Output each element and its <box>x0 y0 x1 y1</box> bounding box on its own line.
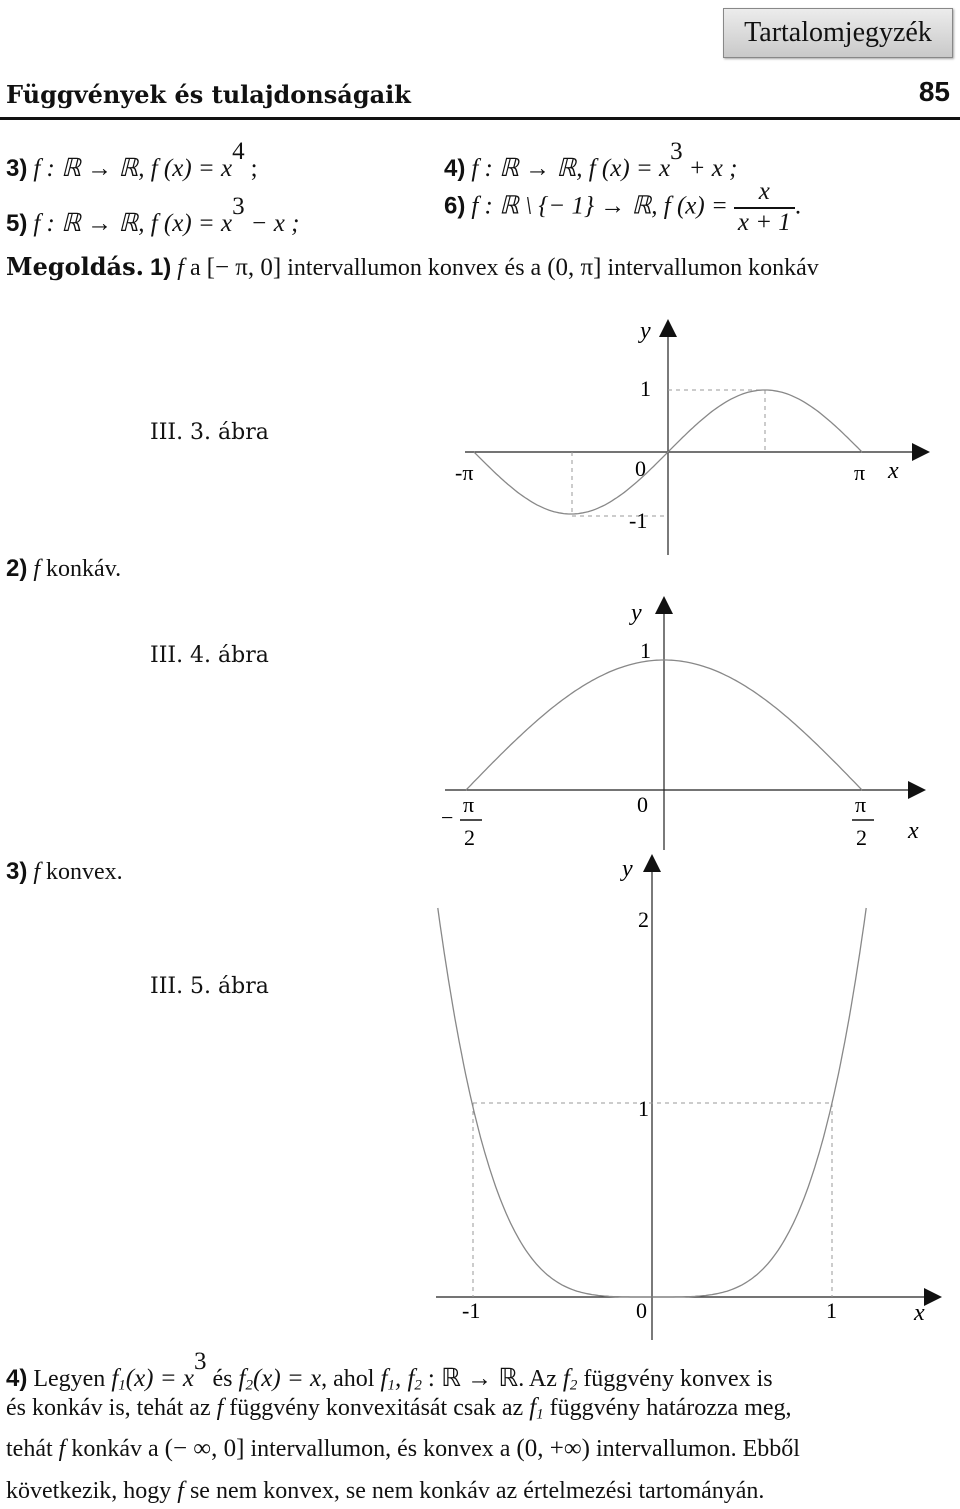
solution-3-label: 3) <box>6 858 28 885</box>
page-number: 85 <box>918 76 950 107</box>
paragraph-text: konkáv a <box>71 1436 159 1462</box>
tick-label-zero: 0 <box>635 456 646 481</box>
function-f2: $f_2$ <box>238 1364 253 1394</box>
paragraph-text: Legyen <box>33 1365 106 1392</box>
fraction-numerator: x <box>734 178 795 209</box>
paragraph-text: függvény konvexitását csak az <box>229 1395 524 1421</box>
problem-exp: 3 <box>232 193 245 220</box>
paragraph-label: 4) <box>6 1364 28 1392</box>
tick-label-neg-one: -1 <box>462 1298 481 1323</box>
paragraph-line-2 <box>6 1394 792 1423</box>
x-axis-arrow <box>908 781 926 799</box>
tick-label-two-right: 2 <box>856 825 867 850</box>
tick-label-one: 1 <box>638 1096 649 1121</box>
tick-label-one: 1 <box>640 638 651 663</box>
paragraph-line-1 <box>6 1348 773 1394</box>
figure-4-cosine <box>441 596 926 850</box>
problem-expr: f : ℝ \ {− 1} → ℝ, f (x) = <box>471 192 728 220</box>
tick-label-pi: π <box>854 460 866 485</box>
function-pair: $f_1$, $f_2$ <box>380 1364 422 1394</box>
solution-text: konkáv. <box>46 556 122 582</box>
paragraph-text: , ahol <box>321 1365 375 1392</box>
paragraph-text: és konkáv is, tehát az <box>6 1395 211 1421</box>
function-f: f <box>58 1436 66 1462</box>
tick-label-zero: 0 <box>637 792 648 817</box>
x-axis-arrow <box>912 443 930 461</box>
problem-end: + x ; <box>688 154 738 182</box>
figure-3-sine <box>455 318 930 555</box>
paragraph-text: se nem konvex, se nem konkáv az értelmezési tartományán. <box>189 1478 765 1504</box>
x-axis-label: x <box>914 1300 925 1326</box>
minus-sign: − <box>441 805 454 830</box>
interval: (− ∞, 0] <box>164 1435 245 1462</box>
tick-label-pi-left: π <box>463 792 475 817</box>
problem-expr: f : ℝ → ℝ, f (x) = x <box>471 154 671 182</box>
y-axis-arrow <box>659 319 677 337</box>
problem-expr: f : ℝ → ℝ, f (x) = x <box>33 154 233 182</box>
problem-label: 4) <box>444 154 466 182</box>
y-axis-label: y <box>631 600 642 626</box>
function-f: f <box>33 556 41 582</box>
problem-end: . <box>794 192 802 220</box>
function-f1: $f_1$ <box>111 1364 126 1394</box>
function-f: f <box>177 1478 184 1504</box>
function-f: f <box>216 1395 224 1421</box>
paragraph-text: függvény határozza meg, <box>549 1395 792 1421</box>
function-f2-expr: (x) = x <box>252 1364 322 1392</box>
interval: (0, π] <box>547 254 602 281</box>
solution-2-label: 2) <box>6 555 28 582</box>
problem-end: ; <box>250 154 258 182</box>
paragraph-text: tehát <box>6 1436 53 1462</box>
paragraph-line-4 <box>6 1478 764 1505</box>
tick-label-two: 2 <box>638 907 649 932</box>
figure-caption: III. 4. ábra <box>150 643 269 668</box>
function-f: f <box>177 255 184 281</box>
paragraph-text: és <box>212 1365 233 1392</box>
paragraph-text: következik, hogy <box>6 1478 172 1504</box>
tick-label-two-left: 2 <box>464 825 475 850</box>
problem-exp: 4 <box>232 138 245 165</box>
solution-label: Megoldás. <box>6 252 144 281</box>
y-axis-arrow <box>643 854 661 872</box>
problem-label: 3) <box>6 154 28 182</box>
mapping: : ℝ → ℝ <box>427 1364 519 1392</box>
tick-label-pi-right: π <box>855 792 867 817</box>
tick-label-zero: 0 <box>636 1298 647 1323</box>
tick-label-neg-one: -1 <box>629 508 648 533</box>
problem-expr: f : ℝ → ℝ, f (x) = x <box>33 209 233 237</box>
problem-exp: 3 <box>670 138 683 165</box>
problem-end: − x ; <box>250 209 300 237</box>
solution-text: intervallumon konvex és a <box>287 255 542 281</box>
function-f2: $f_2$ <box>562 1364 578 1394</box>
paragraph-text: intervallumon, és konvex a <box>250 1436 511 1462</box>
function-f: f <box>33 859 41 885</box>
tick-label-one-x: 1 <box>826 1298 837 1323</box>
paragraph-text: függvény konvex is <box>583 1365 773 1392</box>
solution-1-label: 1) <box>149 254 172 281</box>
tick-label-neg-pi: -π <box>455 460 474 485</box>
interval: [− π, 0] <box>206 254 282 281</box>
solution-text: intervallumon konkáv <box>607 255 819 281</box>
solution-text: konvex. <box>46 859 123 885</box>
x-axis-label: x <box>908 818 919 844</box>
function-f1-expr: (x) = x <box>125 1364 194 1392</box>
function-f1: $f_1$ <box>529 1394 544 1423</box>
figure-5-quartic <box>436 854 942 1340</box>
problem-label: 5) <box>6 209 28 237</box>
paragraph-line-3 <box>6 1435 800 1463</box>
y-axis-label: y <box>640 318 651 344</box>
x-axis-label: x <box>888 458 899 484</box>
y-axis-arrow <box>655 596 673 614</box>
interval: (0, +∞) <box>516 1435 590 1462</box>
figure-caption: III. 5. ábra <box>150 974 269 999</box>
fraction-denominator: x + 1 <box>737 208 791 236</box>
paragraph-text: intervallumon. Ebből <box>595 1436 800 1462</box>
tick-label-one: 1 <box>640 376 651 401</box>
toc-button[interactable]: Tartalomjegyzék <box>723 8 953 58</box>
section-title: Függvények és tulajdonságaik <box>6 80 411 109</box>
figure-caption: III. 3. ábra <box>150 420 269 445</box>
problem-label: 6) <box>444 192 466 220</box>
exponent: 3 <box>193 1348 207 1375</box>
paragraph-text: . Az <box>518 1365 557 1392</box>
y-axis-label: y <box>622 856 633 882</box>
x-axis-arrow <box>924 1288 942 1306</box>
solution-text: a <box>189 255 201 281</box>
